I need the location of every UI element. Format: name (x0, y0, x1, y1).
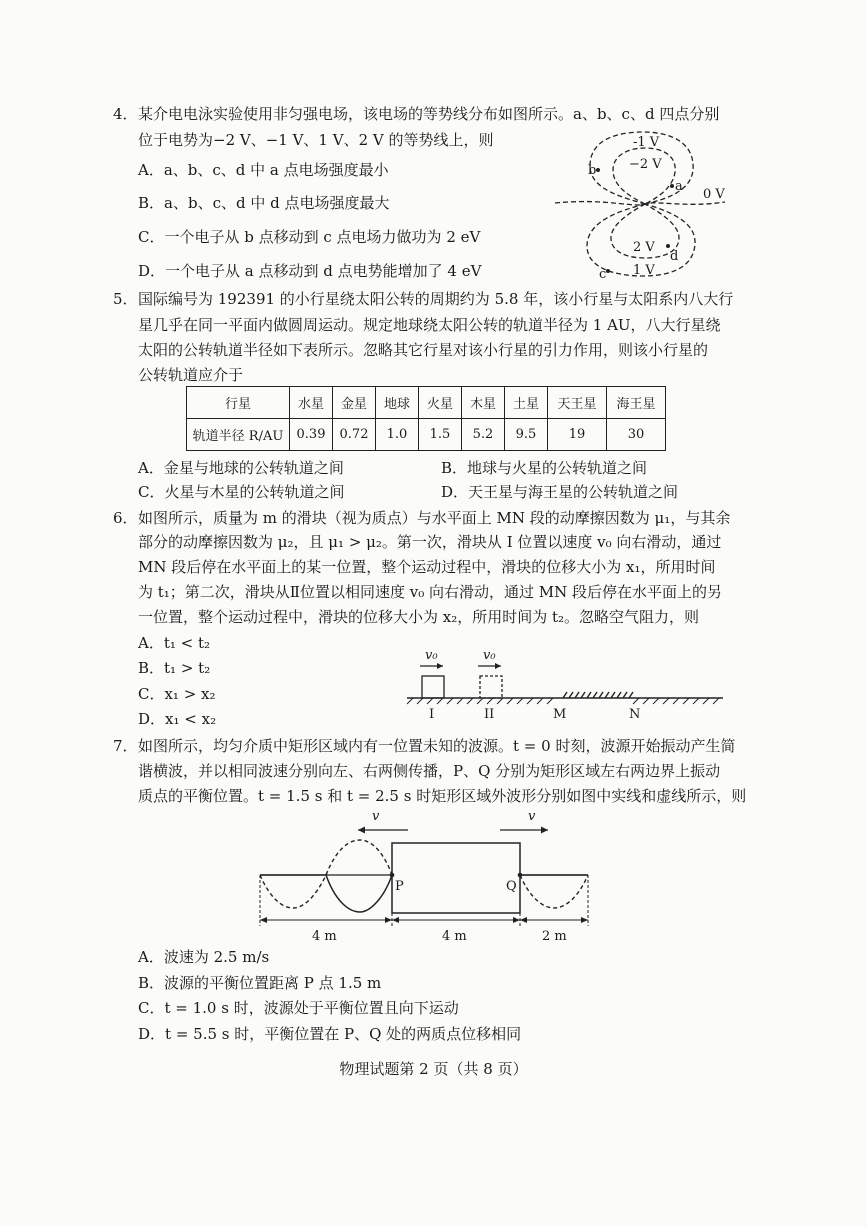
table-cell: 1.0 (376, 419, 419, 451)
q5-option-a: A．金星与地球的公转轨道之间 (138, 459, 344, 477)
planet-radius-table (186, 386, 666, 451)
label-minus1v: -1 V (633, 135, 660, 150)
q6-option-a: A．t₁ < t₂ (138, 634, 211, 652)
table-row-label: 轨道半径 R/AU (187, 419, 290, 451)
q6-stem-line2: 部分的动摩擦因数为 μ₂，且 μ₁ > μ₂。第一次，滑块从 I 位置以速度 v₀ 向右滑动，通过 (138, 533, 722, 551)
q5-option-b: B．地球与火星的公转轨道之间 (441, 459, 648, 477)
point-b-dot (596, 168, 600, 172)
position-label-m: M (553, 707, 567, 722)
wave-dashed-right (520, 875, 588, 908)
q5-stem-line1: 国际编号为 192391 的小行星绕太阳公转的周期约为 5.8 年，该小行星与太阳系内八大行 (138, 290, 734, 308)
q5-stem-line2: 星几乎在同一平面内做圆周运动。规定地球绕太阳公转的轨道半径为 1 AU，八大行星绕 (138, 316, 721, 334)
q6-stem-line1: 如图所示，质量为 m 的滑块（视为质点）与水平面上 MN 段的动摩擦因数为 μ₁，与其余 (138, 509, 731, 527)
point-d-dot (666, 244, 670, 248)
label-2v: 2 V (633, 240, 655, 255)
q4-option-b: B．a、b、c、d 中 d 点电场强度最大 (138, 194, 390, 212)
table-cell: 土星 (505, 387, 548, 419)
q4-option-c: C．一个电子从 b 点移动到 c 点电场力做功为 2 eV (138, 228, 481, 246)
table-cell: 0.72 (333, 419, 376, 451)
q4-stem-line1: 某介电电泳实验使用非匀强电场，该电场的等势线分布如图所示。a、b、c、d 四点分别 (138, 105, 720, 123)
velocity-label-1: v₀ (425, 648, 438, 663)
wave-solid-left (260, 875, 392, 912)
table-data-row (187, 419, 666, 451)
label-0v: 0 V (703, 187, 725, 202)
q6-stem-line4: 为 t₁；第二次，滑块从Ⅱ位置以相同速度 v₀ 向右滑动，通过 MN 段后停在水平面上的另 (138, 583, 723, 601)
point-d-label: d (670, 249, 679, 264)
velocity-label-2: v₀ (483, 648, 496, 663)
wave-velocity-left: v (372, 809, 380, 824)
table-cell: 地球 (376, 387, 419, 419)
point-q-label: Q (506, 879, 517, 894)
table-cell: 0.39 (290, 419, 333, 451)
q6-option-c: C．x₁ > x₂ (138, 685, 216, 703)
table-cell: 5.2 (462, 419, 505, 451)
source-rectangle (392, 843, 520, 913)
table-cell: 19 (548, 419, 607, 451)
q5-option-c: C．火星与木星的公转轨道之间 (138, 483, 345, 501)
q7-option-d: D．t = 5.5 s 时，平衡位置在 P、Q 处的两质点位移相同 (138, 1025, 522, 1043)
q5-stem-line4: 公转轨道应介于 (138, 366, 244, 384)
point-p-dot (390, 873, 395, 878)
wave-velocity-right: v (528, 809, 536, 824)
position-label-n: N (629, 707, 641, 722)
point-a-dot (670, 184, 674, 188)
table-cell: 9.5 (505, 419, 548, 451)
distance-label-2: 4 m (442, 929, 467, 944)
wave-dashed-left (260, 840, 392, 908)
q5-option-d: D．天王星与海王星的公转轨道之间 (441, 483, 679, 501)
table-cell: 海王星 (607, 387, 666, 419)
q7-option-a: A．波速为 2.5 m/s (138, 948, 270, 966)
table-cell: 水星 (290, 387, 333, 419)
page-footer: 物理试题第 2 页（共 8 页） (339, 1060, 528, 1078)
point-q-dot (518, 873, 523, 878)
q7-number: 7． (113, 737, 138, 755)
point-c-dot (606, 269, 610, 273)
q7-option-b: B．波源的平衡位置距离 P 点 1.5 m (138, 974, 382, 992)
table-cell: 金星 (333, 387, 376, 419)
q5-number: 5． (113, 290, 138, 308)
q4-option-d: D．一个电子从 a 点移动到 d 点电势能增加了 4 eV (138, 262, 482, 280)
point-c-label: c (599, 267, 607, 282)
point-a-label: a (675, 179, 683, 194)
distance-label-1: 4 m (312, 929, 337, 944)
table-header-label: 行星 (187, 387, 290, 419)
q7-option-c: C．t = 1.0 s 时，波源处于平衡位置且向下运动 (138, 999, 459, 1017)
q6-slider-figure (405, 646, 725, 724)
equipotential-0v (555, 202, 725, 205)
q5-stem-line3: 太阳的公转轨道半径如下表所示。忽略其它行星对该小行星的引力作用，则该小行星的 (138, 341, 709, 359)
point-p-label: P (395, 879, 404, 894)
block-position-1 (422, 676, 444, 698)
q7-wave-figure (250, 808, 620, 946)
q6-stem-line3: MN 段后停在水平面上的某一位置，整个运动过程中，滑块的位移大小为 x₁，所用时间 (138, 558, 716, 576)
q6-option-b: B．t₁ > t₂ (138, 659, 211, 677)
q4-stem-line2: 位于电势为−2 V、−1 V、1 V、2 V 的等势线上，则 (138, 131, 494, 149)
q7-stem-line1: 如图所示，均匀介质中矩形区域内有一位置未知的波源。t = 0 时刻，波源开始振动产生简 (138, 737, 736, 755)
q7-stem-line2: 谐横波，并以相同波速分别向左、右两侧传播，P、Q 分别为矩形区域左右两边界上振动 (138, 762, 721, 780)
distance-label-3: 2 m (542, 929, 567, 944)
block-position-2 (480, 676, 502, 698)
q4-number: 4． (113, 105, 138, 123)
q6-option-d: D．x₁ < x₂ (138, 710, 217, 728)
point-b-label: b (588, 163, 597, 178)
table-cell: 30 (607, 419, 666, 451)
position-label-2: II (484, 707, 495, 722)
table-cell: 火星 (419, 387, 462, 419)
table-cell: 木星 (462, 387, 505, 419)
position-label-1: I (429, 707, 435, 722)
table-header-row (187, 387, 666, 419)
label-minus2v: −2 V (629, 157, 662, 172)
q6-number: 6． (113, 509, 138, 527)
table-cell: 天王星 (548, 387, 607, 419)
q7-stem-line3: 质点的平衡位置。t = 1.5 s 和 t = 2.5 s 时矩形区域外波形分别如图中实线和虚线所示，则 (138, 787, 747, 805)
q4-option-a: A．a、b、c、d 中 a 点电场强度最小 (138, 161, 389, 179)
q4-equipotential-figure (545, 128, 745, 280)
table-cell: 1.5 (419, 419, 462, 451)
label-1v: 1 V (633, 263, 655, 278)
q6-stem-line5: 一位置，整个运动过程中，滑块的位移大小为 x₂，所用时间为 t₂。忽略空气阻力，则 (138, 608, 700, 626)
